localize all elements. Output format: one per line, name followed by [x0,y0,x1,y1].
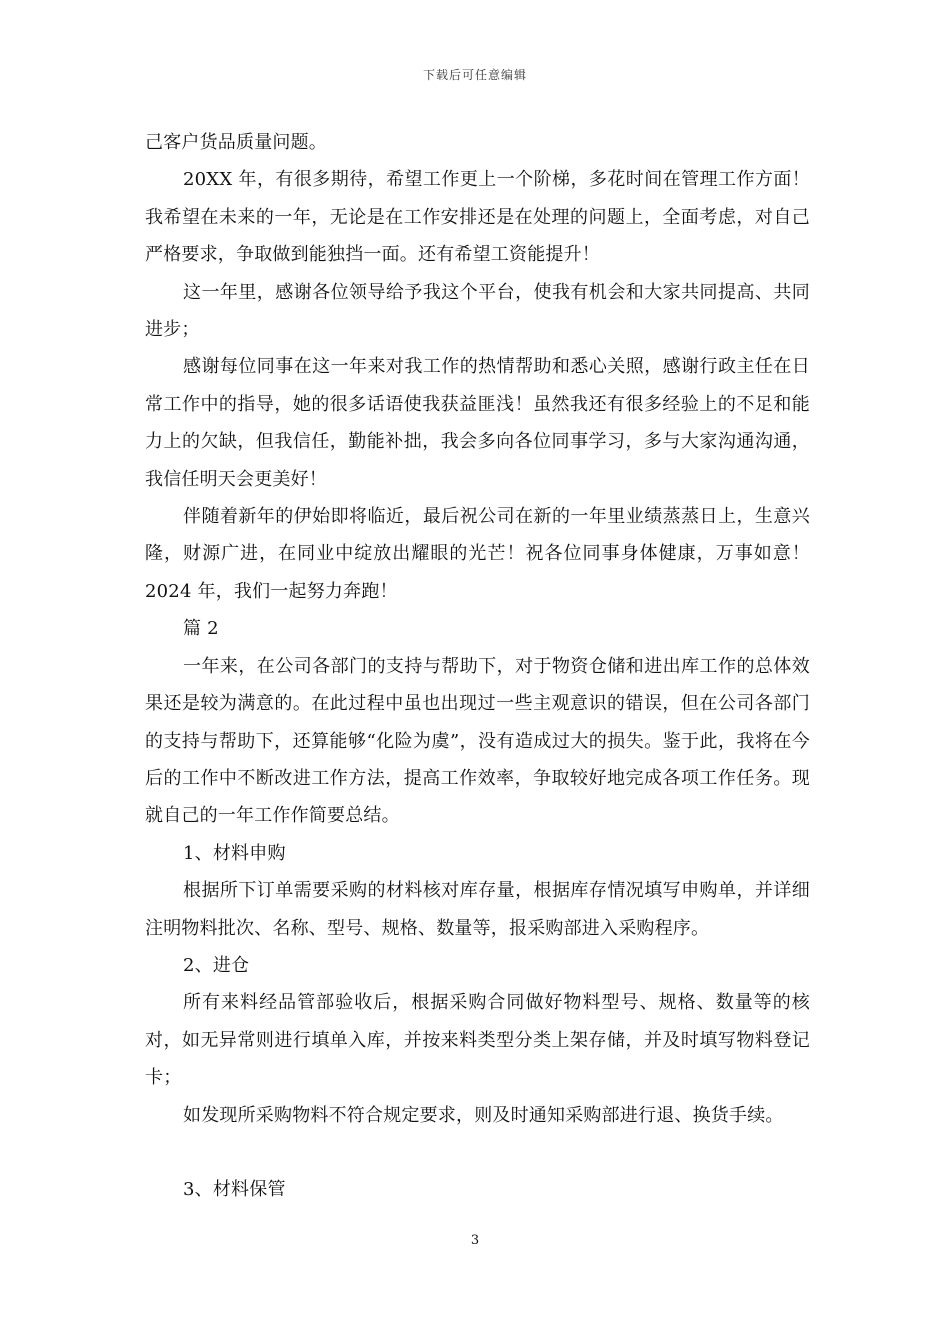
paragraph-spacer [145,1134,810,1171]
paragraph-material-purchase: 根据所下订单需要采购的材料核对库存量，根据库存情况填写申购单，并详细注明物料批次、名称、型号、规格、数量等，报采购部进入采购程序。 [145,880,810,939]
paragraph-expectations: 20XX 年，有很多期待，希望工作更上一个阶梯，多花时间在管理工作方面！我希望在未来的一年，无论是在工作安排还是在处理的问题上，全面考虑，对自己严格要求，争取做到能独挡一面。还有希望工资能提升！ [145,169,810,266]
subheading-material-storage: 3、材料保管 [183,1178,286,1200]
page-header-note: 下载后可任意编辑 [422,68,527,82]
page-number: 3 [470,1233,480,1248]
paragraph-summary-intro: 一年来，在公司各部门的支持与帮助下，对于物资仓储和进出库工作的总体效果还是较为满意的。在此过程中虽也出现过一些主观意识的错误，但在公司各部门的支持与帮助下，还算能够“化险为虞”，没有造成过大的损失。鉴于此，我将在今后的工作中不断改进工作方法，提高工作效率，争取较好地完成各项工作任务。现就自己的一年工作作简要总结。 [145,655,810,827]
paragraph-continuation: 己客户货品质量问题。 [145,132,327,153]
subheading-warehouse-entry: 2、进仓 [183,954,250,976]
paragraph-thanks-leaders: 这一年里，感谢各位领导给予我这个平台，使我有机会和大家共同提高、共同进步； [145,281,810,341]
paragraph-warehouse-entry: 所有来料经品管部验收后，根据采购合同做好物料型号、规格、数量等的核对，如无异常则进行填单入库，并按来料类型分类上架存储，并及时填写物料登记卡； [145,992,810,1089]
document-body [145,124,810,1208]
paragraph-return-exchange: 如发现所采购物料不符合规定要求，则及时通知采购部进行退、换货手续。 [183,1104,784,1126]
subheading-material-purchase: 1、材料申购 [183,842,286,864]
section-heading-part-2: 篇 2 [183,618,219,640]
paragraph-thanks-colleagues: 感谢每位同事在这一年来对我工作的热情帮助和悉心关照，感谢行政主任在日常工作中的指导，她的很多话语使我获益匪浅！虽然我还有很多经验上的不足和能力上的欠缺，但我信任，勤能补拙，我会多向各位同事学习，多与大家沟通沟通，我信任明天会更美好！ [145,356,810,490]
paragraph-new-year-wishes: 伴随着新年的伊始即将临近，最后祝公司在新的一年里业绩蒸蒸日上，生意兴隆，财源广进，在同业中绽放出耀眼的光芒！祝各位同事身体健康，万事如意！2024 年，我们一起努力奔跑！ [145,506,810,602]
